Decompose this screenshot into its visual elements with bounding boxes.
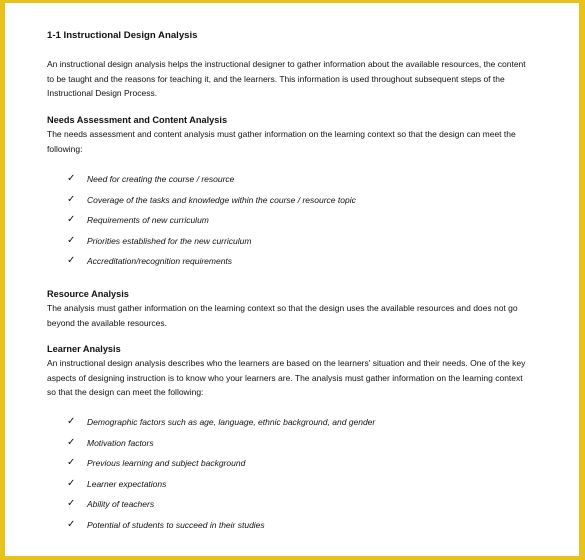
list-item: ✓ Ability of teachers [67,498,155,510]
list-item: ✓ Previous learning and subject background [67,457,246,469]
learner-line: aspects of designing instruction is to know who your learners are. The analysis must gather information on the learning context [47,372,523,383]
resource-line: beyond the available resources. [47,317,168,328]
check-icon: ✓ [67,255,76,267]
check-icon: ✓ [67,214,76,226]
needs-line: following: [47,143,83,154]
list-item: ✓ Potential of students to succeed in their studies [67,518,265,530]
needs-line: The needs assessment and content analysis must gather information on the learning context so that the design can meet the [47,129,516,139]
list-item: ✓ Requirements of new curriculum [67,214,209,226]
needs-list [47,173,356,276]
learner-heading: Learner Analysis [47,344,121,354]
check-icon: ✓ [67,498,76,510]
list-item: ✓ Accreditation/recognition requirements [67,255,233,267]
list-item: ✓ Learner expectations [67,477,167,489]
resource-heading: Resource Analysis [47,289,129,299]
intro-paragraph [47,57,526,101]
learner-paragraph [47,356,525,400]
check-icon: ✓ [67,436,76,448]
intro-line: Instructional Design Process. [47,88,158,99]
intro-line: to be taught and the reasons for teaching it, and the learners. This information is used throughout subsequent steps of the [47,73,505,84]
check-icon: ✓ [67,518,76,530]
resource-line: The analysis must gather information on the learning context so that the design uses the available resources and does not go [47,303,518,313]
check-icon: ✓ [67,457,76,469]
needs-heading: Needs Assessment and Content Analysis [47,115,228,125]
check-icon: ✓ [67,416,76,427]
list-item: ✓ Coverage of the tasks and knowledge within the course / resource topic [67,193,356,205]
document-title: 1-1 Instructional Design Analysis [47,30,198,41]
learner-line: An instructional design analysis describes who the learners are based on the learners' situation and their needs. One of the key [47,358,526,368]
needs-paragraph [47,127,516,156]
document-page [5,3,579,556]
resource-paragraph [47,301,518,330]
learner-list [47,416,375,540]
list-item: ✓ Priorities established for the new curriculum [67,234,252,246]
check-icon: ✓ [67,173,76,184]
list-item: ✓ Need for creating the course / resource [67,173,235,184]
learner-line: so that the design can meet the following: [47,387,204,398]
check-icon: ✓ [67,234,76,246]
list-item: ✓ Demographic factors such as age, language, ethnic background, and gender [67,416,376,427]
check-icon: ✓ [67,193,76,205]
list-item: ✓ Motivation factors [67,436,154,448]
intro-line: An instructional design analysis helps the instructional designer to gather information about the available resources, the content [47,59,526,69]
check-icon: ✓ [67,477,76,489]
